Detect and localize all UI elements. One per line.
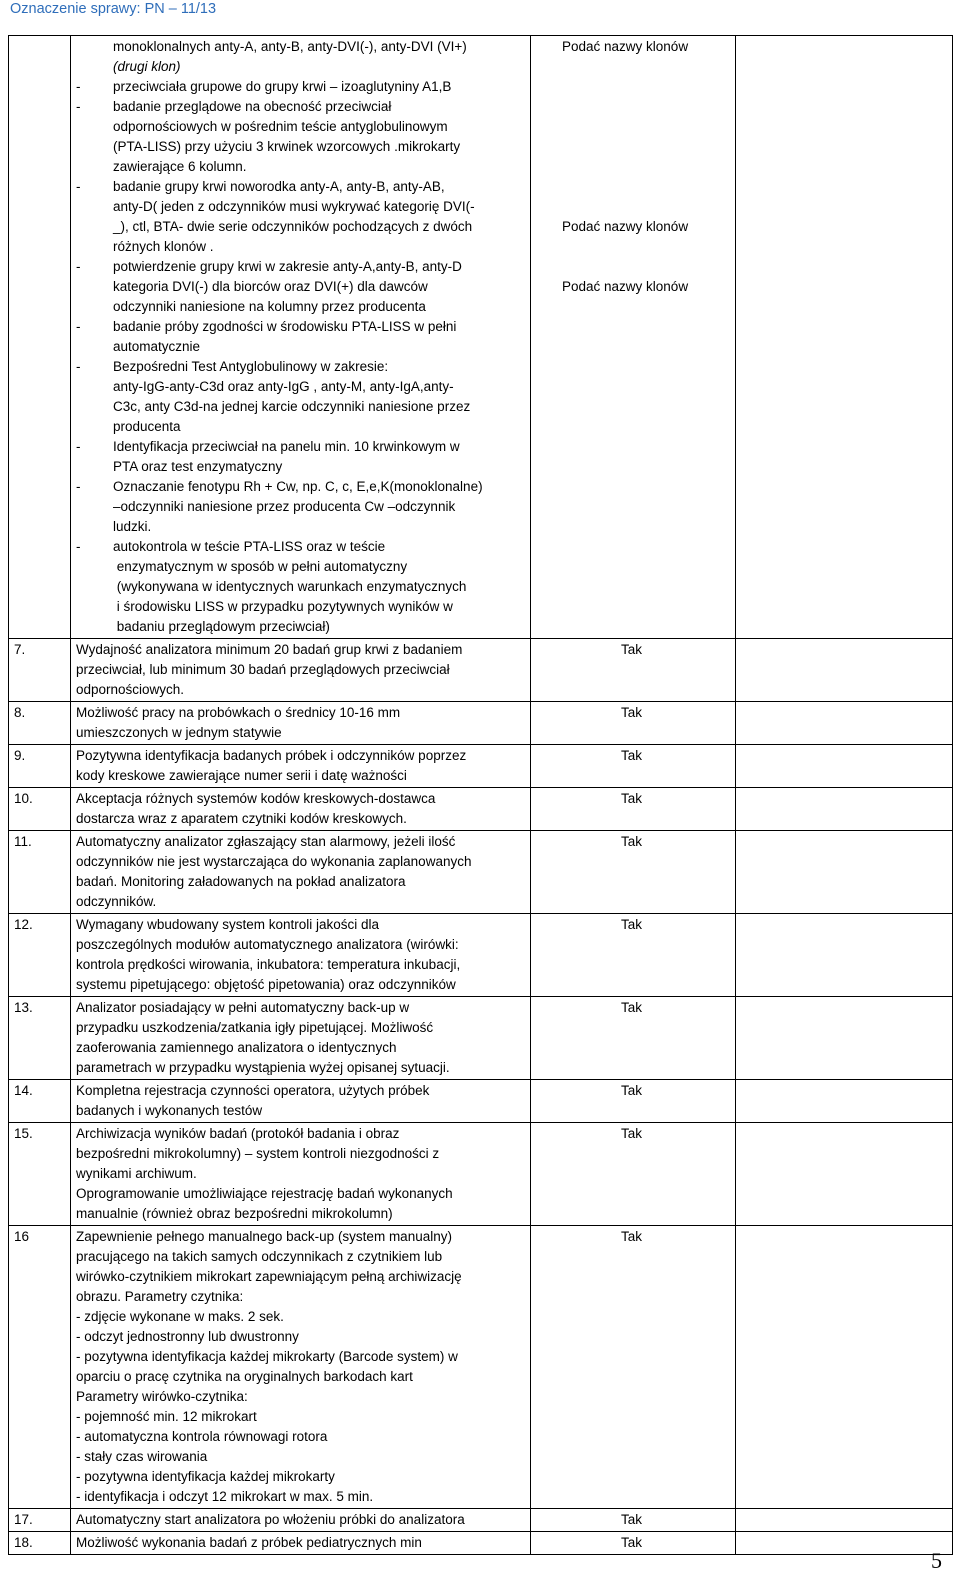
description-line: Automatyczny start analizatora po włożeniu próbki do analizatora <box>76 1512 465 1527</box>
description-text: Bezpośredni Test Antyglobulinowy w zakresie: <box>113 359 389 374</box>
row-description-cell <box>71 1509 531 1532</box>
description-line <box>76 157 525 177</box>
row-number-cell: 9. <box>9 745 71 788</box>
row-number-cell: 16 <box>9 1226 71 1509</box>
row-offer-cell <box>736 702 953 745</box>
row-description-cell <box>71 997 531 1080</box>
requirement-text: Tak <box>621 705 643 720</box>
row-number-cell: 15. <box>9 1123 71 1226</box>
description-line: Wydajność analizatora minimum 20 badań grup krwi z badaniem <box>76 642 463 657</box>
description-text: badaniu przeglądowym przeciwciał) <box>113 619 330 634</box>
bullet-dash: - <box>76 99 81 114</box>
row-number-cell: 8. <box>9 702 71 745</box>
description-line: dostarcza wraz z aparatem czytniki kodów kreskowych. <box>76 811 407 826</box>
table-row <box>9 1123 953 1226</box>
description-text: _), ctl, BTA- dwie serie odczynników pochodzących z dwóch <box>113 219 473 234</box>
requirement-text: Tak <box>621 1126 643 1141</box>
row-requirement-cell <box>531 914 736 997</box>
row-number-cell: 10. <box>9 788 71 831</box>
row-description-cell <box>71 745 531 788</box>
description-line <box>76 557 525 577</box>
description-line: przeciwciał, lub minimum 30 badań przeglądowych przeciwciał <box>76 662 450 677</box>
description-text: enzymatycznym w sposób w pełni automatyczny <box>113 559 408 574</box>
description-line: odpornościowych. <box>76 682 185 697</box>
description-line <box>76 297 525 317</box>
description-line <box>76 97 525 117</box>
description-line: odczynników nie jest wystarczająca do wykonania zaplanowanych <box>76 854 472 869</box>
description-line: - automatyczna kontrola równowagi rotora <box>76 1429 328 1444</box>
row-number-cell: 7. <box>9 639 71 702</box>
description-line: Możliwość wykonania badań z próbek pediatrycznych min <box>76 1535 422 1550</box>
requirement-text: Tak <box>621 1512 643 1527</box>
description-line: Parametry wirówko-czytnika: <box>76 1389 248 1404</box>
description-line: Pozytywna identyfikacja badanych próbek i odczynników poprzez <box>76 748 467 763</box>
description-line <box>76 197 525 217</box>
requirement-text: Tak <box>621 917 643 932</box>
row-requirement-cell <box>531 639 736 702</box>
description-text: automatycznie <box>113 339 201 354</box>
description-line: Automatyczny analizator zgłaszający stan alarmowy, jeżeli ilość <box>76 834 456 849</box>
bullet-dash: - <box>76 539 81 554</box>
description-line: - zdjęcie wykonane w maks. 2 sek. <box>76 1309 284 1324</box>
bullet-dash: - <box>76 439 81 454</box>
description-line <box>76 457 525 477</box>
table-row <box>9 1509 953 1532</box>
row-number-cell: 11. <box>9 831 71 914</box>
row-number-cell <box>9 36 71 639</box>
description-line: wirówko-czytnikiem mikrokart zapewniającym pełną archiwizację <box>76 1269 462 1284</box>
table-row <box>9 639 953 702</box>
row-description-cell <box>71 914 531 997</box>
description-line: pracującego na takich samych odczynnikach z czytnikiem lub <box>76 1249 443 1264</box>
spacer <box>536 77 730 97</box>
spacer <box>536 97 730 117</box>
description-line <box>76 497 525 517</box>
description-line: badanych i wykonanych testów <box>76 1103 263 1118</box>
description-line: oparciu o pracę czytnika na oryginalnych barkodach kart <box>76 1369 413 1384</box>
description-line <box>76 117 525 137</box>
requirement-text: Podać nazwy klonów <box>562 219 689 234</box>
table-row <box>9 1226 953 1509</box>
row-number-cell: 14. <box>9 1080 71 1123</box>
row-requirement-cell <box>531 997 736 1080</box>
requirement-text: Tak <box>621 1229 643 1244</box>
table-row <box>9 702 953 745</box>
description-line: - pozytywna identyfikacja każdej mikrokarty <box>76 1469 335 1484</box>
description-text: badanie grupy krwi noworodka anty-A, anty-B, anty-AB, <box>113 179 445 194</box>
description-line <box>76 317 525 337</box>
description-line: zaoferowania zamiennego analizatora o identycznych <box>76 1040 397 1055</box>
table-row <box>9 745 953 788</box>
description-line <box>76 397 525 417</box>
spacer <box>536 257 730 277</box>
description-line: odczynników. <box>76 894 157 909</box>
bullet-dash: - <box>76 319 81 334</box>
description-text: zawierające 6 kolumn. <box>113 159 247 174</box>
row-description-cell <box>71 702 531 745</box>
requirement-text: Tak <box>621 791 643 806</box>
description-text: (PTA-LISS) przy użyciu 3 krwinek wzorcowych .mikrokarty <box>113 139 461 154</box>
bullet-dash: - <box>76 79 81 94</box>
description-line: Archiwizacja wyników badań (protokół badania i obraz <box>76 1126 400 1141</box>
row-offer-cell <box>736 1123 953 1226</box>
row-requirement-cell <box>531 1226 736 1509</box>
description-line: badań. Monitoring załadowanych na pokład analizatora <box>76 874 406 889</box>
row-number-cell: 18. <box>9 1532 71 1555</box>
description-line <box>76 257 525 277</box>
description-line <box>76 617 525 637</box>
description-text: badanie przeglądowe na obecność przeciwciał <box>113 99 392 114</box>
bullet-dash: - <box>76 359 81 374</box>
page-number: 5 <box>931 1548 942 1573</box>
description-text: (drugi klon) <box>113 59 181 74</box>
description-line: Analizator posiadający w pełni automatyczny back-up w <box>76 1000 410 1015</box>
row-requirement-cell <box>531 745 736 788</box>
row-offer-cell <box>736 639 953 702</box>
description-line <box>76 217 525 237</box>
description-line: Oprogramowanie umożliwiające rejestrację badań wykonanych <box>76 1186 453 1201</box>
requirement-text: Tak <box>621 1000 643 1015</box>
description-line: systemu pipetującego: objętość pipetowania) oraz odczynników <box>76 977 456 992</box>
table-row <box>9 831 953 914</box>
row-number-cell: 17. <box>9 1509 71 1532</box>
bullet-dash: - <box>76 259 81 274</box>
requirement-text: Tak <box>621 1083 643 1098</box>
requirement-text: Tak <box>621 642 643 657</box>
description-text: odczynniki naniesione na kolumny przez producenta <box>113 299 426 314</box>
description-line <box>76 237 525 257</box>
description-line: - odczyt jednostronny lub dwustronny <box>76 1329 299 1344</box>
requirement-text: Tak <box>621 834 643 849</box>
description-line <box>76 77 525 97</box>
description-line: Możliwość pracy na probówkach o średnicy 10-16 mm <box>76 705 401 720</box>
description-line: kontrola prędkości wirowania, inkubatora: temperatura inkubacji, <box>76 957 461 972</box>
description-line <box>76 357 525 377</box>
description-text: PTA oraz test enzymatyczny <box>113 459 283 474</box>
description-line: poszczególnych modułów automatycznego analizatora (wirówki: <box>76 937 459 952</box>
row-requirement-cell <box>531 1532 736 1555</box>
description-text: różnych klonów . <box>113 239 214 254</box>
description-text: odpornościowych w pośrednim teście antyglobulinowym <box>113 119 448 134</box>
requirement-text: Tak <box>621 748 643 763</box>
description-line: kody kreskowe zawierające numer serii i datę ważności <box>76 768 407 783</box>
description-text: producenta <box>113 419 181 434</box>
bullet-dash: - <box>76 479 81 494</box>
row-offer-cell <box>736 36 953 639</box>
description-line: Wymagany wbudowany system kontroli jakości dla <box>76 917 380 932</box>
description-text: badanie próby zgodności w środowisku PTA-LISS w pełni <box>113 319 457 334</box>
description-text: Identyfikacja przeciwciał na panelu min. 10 krwinkowym w <box>113 439 460 454</box>
description-line: Kompletna rejestracja czynności operatora, użytych próbek <box>76 1083 430 1098</box>
row-requirement-cell <box>531 788 736 831</box>
description-text: przeciwciała grupowe do grupy krwi – izoaglutyniny A1,B <box>113 79 452 94</box>
description-line: obrazu. Parametry czytnika: <box>76 1289 244 1304</box>
description-line: wynikami archiwum. <box>76 1166 197 1181</box>
row-number-cell: 13. <box>9 997 71 1080</box>
row-offer-cell <box>736 831 953 914</box>
row-offer-cell <box>736 997 953 1080</box>
spacer <box>536 177 730 197</box>
table-row-continuation <box>9 36 953 639</box>
requirement-text: Podać nazwy klonów <box>562 279 689 294</box>
description-text: ludzki. <box>113 519 152 534</box>
description-line <box>76 57 525 77</box>
description-text: autokontrola w teście PTA-LISS oraz w teście <box>113 539 386 554</box>
description-line <box>76 537 525 557</box>
row-requirement-cell <box>531 1509 736 1532</box>
spacer <box>536 57 730 77</box>
description-line <box>76 377 525 397</box>
description-text: anty-D( jeden z odczynników musi wykrywać kategorię DVI(- <box>113 199 475 214</box>
description-line: przypadku uszkodzenia/zatkania igły pipetującej. Możliwość <box>76 1020 434 1035</box>
description-line <box>76 137 525 157</box>
row-description-cell <box>71 1080 531 1123</box>
description-text: potwierdzenie grupy krwi w zakresie anty-A,anty-B, anty-D <box>113 259 462 274</box>
row-description-cell <box>71 639 531 702</box>
row-description-cell <box>71 1123 531 1226</box>
row-offer-cell <box>736 1532 953 1555</box>
description-line <box>76 337 525 357</box>
description-line: - pozytywna identyfikacja każdej mikrokarty (Barcode system) w <box>76 1349 458 1364</box>
row-description-cell <box>71 36 531 639</box>
description-text: Oznaczanie fenotypu Rh + Cw, np. C, c, E,e,K(monoklonalne) <box>113 479 483 494</box>
description-text: anty-IgG-anty-C3d oraz anty-IgG , anty-M, anty-IgA,anty- <box>113 379 454 394</box>
description-line: Zapewnienie pełnego manualnego back-up (system manualny) <box>76 1229 452 1244</box>
description-line: parametrach w przypadku wystąpienia wyżej opisanej sytuacji. <box>76 1060 450 1075</box>
row-requirement-cell <box>531 702 736 745</box>
spacer <box>536 197 730 217</box>
description-line <box>76 417 525 437</box>
row-offer-cell <box>736 1509 953 1532</box>
description-text: (wykonywana w identycznych warunkach enzymatycznych <box>113 579 467 594</box>
spacer <box>536 137 730 157</box>
row-requirement-cell <box>531 1080 736 1123</box>
table-row <box>9 788 953 831</box>
bullet-dash: - <box>76 179 81 194</box>
row-offer-cell <box>736 914 953 997</box>
description-line: bezpośredni mikrokolumny) – system kontroli niezgodności z <box>76 1146 440 1161</box>
table-row <box>9 997 953 1080</box>
description-line <box>76 517 525 537</box>
description-line <box>76 177 525 197</box>
requirement-text: Podać nazwy klonów <box>562 39 689 54</box>
row-requirement-cell <box>531 1123 736 1226</box>
description-line: manualnie (również obraz bezpośredni mikrokolumn) <box>76 1206 393 1221</box>
description-line: umieszczonych w jednym statywie <box>76 725 282 740</box>
row-description-cell <box>71 831 531 914</box>
description-text: –odczynniki naniesione przez producenta Cw –odczynnik <box>113 499 456 514</box>
row-offer-cell <box>736 1080 953 1123</box>
description-line: - stały czas wirowania <box>76 1449 208 1464</box>
description-line <box>76 577 525 597</box>
row-requirement-cell <box>531 36 736 639</box>
description-line <box>76 277 525 297</box>
row-description-cell <box>71 1226 531 1509</box>
description-text: C3c, anty C3d-na jednej karcie odczynniki naniesione przez <box>113 399 471 414</box>
description-line <box>76 597 525 617</box>
row-description-cell <box>71 1532 531 1555</box>
description-text: monoklonalnych anty-A, anty-B, anty-DVI(-), anty-DVI (VI+) <box>113 39 467 54</box>
case-label: Oznaczenie sprawy: PN – 11/13 <box>10 1 217 17</box>
description-line <box>76 37 525 57</box>
table-row <box>9 914 953 997</box>
table-row <box>9 1532 953 1555</box>
description-line: - pojemność min. 12 mikrokart <box>76 1409 257 1424</box>
row-number-cell: 12. <box>9 914 71 997</box>
row-offer-cell <box>736 1226 953 1509</box>
row-description-cell <box>71 788 531 831</box>
description-line <box>76 477 525 497</box>
description-line: Akceptacja różnych systemów kodów kreskowych-dostawca <box>76 791 436 806</box>
specification-table <box>8 35 953 1555</box>
row-offer-cell <box>736 788 953 831</box>
table-row <box>9 1080 953 1123</box>
spacer <box>536 157 730 177</box>
spacer <box>536 237 730 257</box>
description-line: - identyfikacja i odczyt 12 mikrokart w max. 5 min. <box>76 1489 374 1504</box>
spacer <box>536 117 730 137</box>
requirement-text: Tak <box>621 1535 643 1550</box>
row-requirement-cell <box>531 831 736 914</box>
description-line <box>76 437 525 457</box>
description-text: i środowisku LISS w przypadku pozytywnych wyników w <box>113 599 453 614</box>
row-offer-cell <box>736 745 953 788</box>
description-text: kategoria DVI(-) dla biorców oraz DVI(+) dla dawców <box>113 279 428 294</box>
